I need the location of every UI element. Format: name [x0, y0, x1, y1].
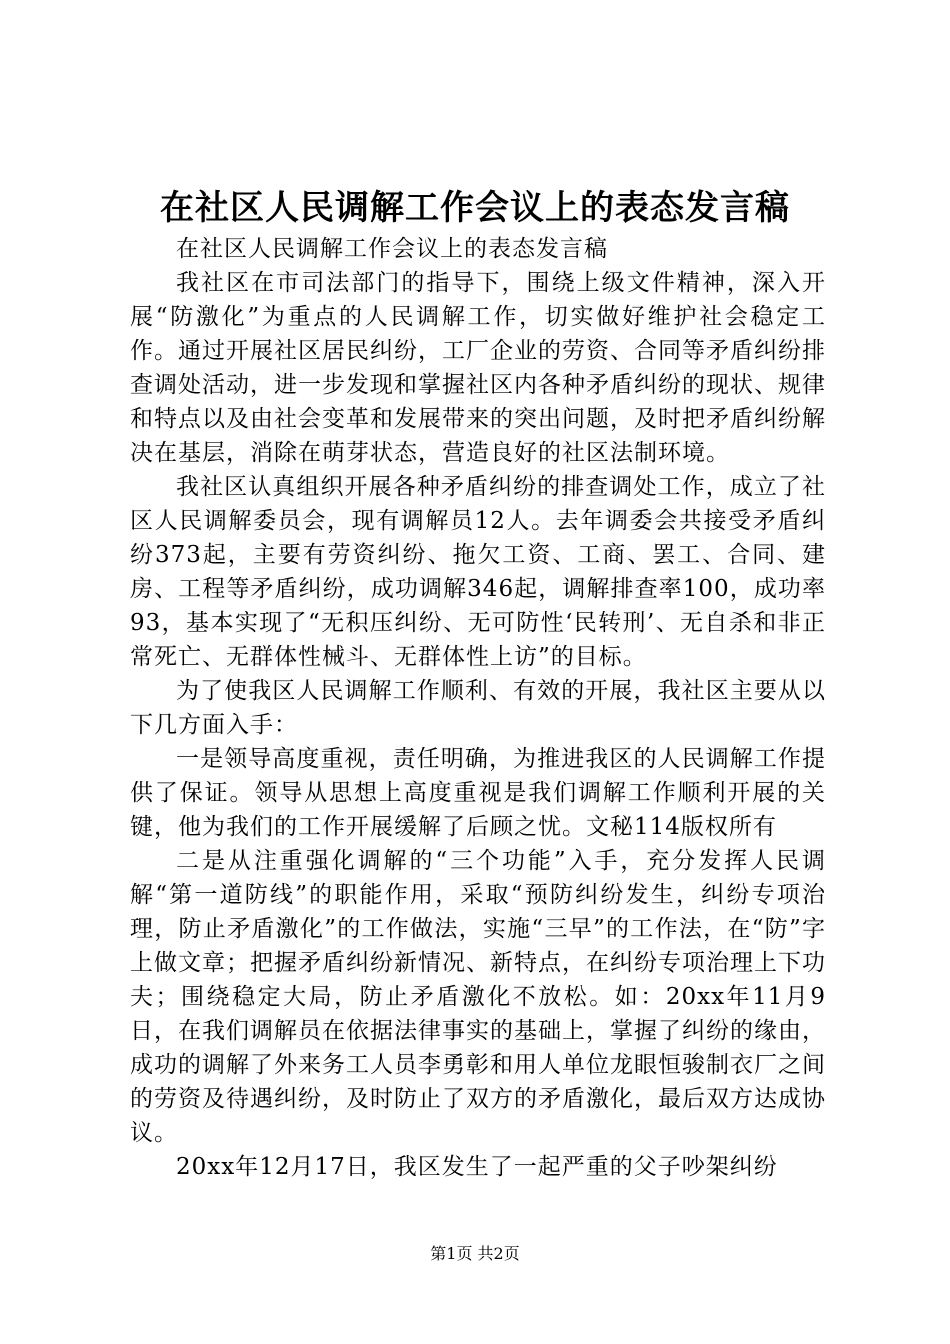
- paragraph: 二是从注重强化调解的“三个功能”入手，充分发挥人民调解“第一道防线”的职能作用，采取“预防纠纷发生，纠纷专项治理，防止矛盾激化”的工作做法，实施“三早”的工作法，在“防”字上做文章；把握矛盾纠纷新情况、新特点，在纠纷专项治理上下功夫；围绕稳定大局，防止矛盾激化不放松。如：20xx年11月9日，在我们调解员在依据法律事实的基础上，掌握了纠纷的缘由，成功的调解了外来务工人员李勇彰和用人单位龙眼恒骏制衣厂之间的劳资及待遇纠纷，及时防止了双方的矛盾激化，最后双方达成协议。: [130, 848, 826, 1146]
- document-body: [130, 232, 826, 1184]
- paragraph: 一是领导高度重视，责任明确，为推进我区的人民调解工作提供了保证。领导从思想上高度重视是我们调解工作顺利开展的关键，他为我们的工作开展缓解了后顾之忧。文秘114版权所有: [130, 746, 826, 840]
- paragraph: 为了使我区人民调解工作顺利、有效的开展，我社区主要从以下几方面入手：: [130, 678, 826, 738]
- paragraph: 我社区在市司法部门的指导下，围绕上级文件精神，深入开展“防激化”为重点的人民调解工作，切实做好维护社会稳定工作。通过开展社区居民纠纷，工厂企业的劳资、合同等矛盾纠纷排查调处活动，进一步发现和掌握社区内各种矛盾纠纷的现状、规律和特点以及由社会变革和发展带来的突出问题，及时把矛盾纠纷解决在基层，消除在萌芽状态，营造良好的社区法制环境。: [130, 270, 826, 466]
- paragraph: 我社区认真组织开展各种矛盾纠纷的排查调处工作，成立了社区人民调解委员会，现有调解员12人。去年调委会共接受矛盾纠纷373起，主要有劳资纠纷、拖欠工资、工商、罢工、合同、建房、工程等矛盾纠纷，成功调解346起，调解排查率100，成功率93，基本实现了“无积压纠纷、无可防性‘民转刑’、无自杀和非正常死亡、无群体性械斗、无群体性上访”的目标。: [130, 474, 826, 670]
- paragraph: 20xx年12月17日，我区发生了一起严重的父子吵架纠纷: [176, 1154, 778, 1180]
- paragraph: 在社区人民调解工作会议上的表态发言稿: [176, 236, 608, 262]
- document-title: 在社区人民调解工作会议上的表态发言稿: [160, 188, 790, 228]
- page-footer: 第1页 共2页: [430, 1244, 520, 1263]
